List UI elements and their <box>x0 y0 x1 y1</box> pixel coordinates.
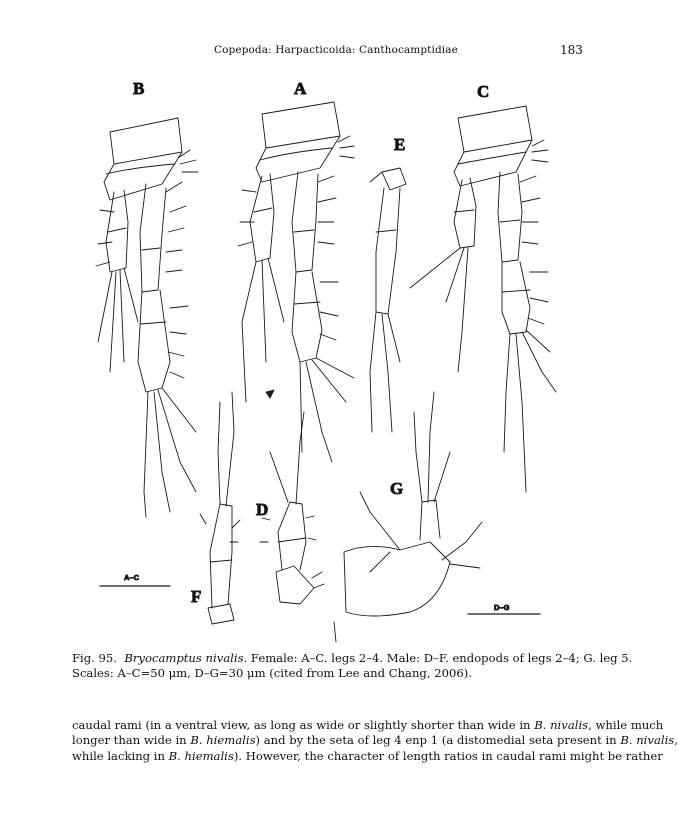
running-title: Copepoda: Harpacticoida: Canthocamptidiae <box>214 44 458 56</box>
panel-label-b: B <box>133 79 145 98</box>
endopod-drawing-f <box>200 392 240 624</box>
body-text-run: longer than wide in <box>72 733 191 748</box>
body-paragraph <box>72 718 678 764</box>
panel-label-e: E <box>394 135 406 154</box>
species-name: B. nivalis <box>534 718 589 732</box>
page-number: 183 <box>560 43 583 57</box>
panel-label-a: A <box>294 79 307 98</box>
panel-label-c: C <box>477 82 490 101</box>
body-line-2 <box>72 733 678 748</box>
body-text-run: , <box>674 733 678 748</box>
caption-female-text: . Female: A–C. legs 2–4. Male: D–F. endopods of legs 2–4; G. leg 5. <box>243 651 633 665</box>
leg-4-drawing-c <box>410 106 556 492</box>
leg-3-drawing-a <box>238 102 354 462</box>
species-name: B. hiemalis <box>190 733 256 748</box>
body-text-run: , while much <box>588 718 664 732</box>
scale-label-ac: A–C <box>124 573 140 582</box>
endopod-drawing-d <box>260 412 324 604</box>
panel-label-f: F <box>191 587 202 606</box>
panel-label-g: G <box>390 479 404 498</box>
panel-label-d: D <box>256 500 269 519</box>
leg-2-drawing-b <box>96 118 198 517</box>
caption-line-1 <box>72 651 633 666</box>
endopod-drawing-e <box>370 168 406 432</box>
species-name: B. hiemalis <box>168 748 234 763</box>
figure-95 <box>70 72 590 632</box>
body-text-run: ) and by the seta of leg 4 enp 1 (a distomedial seta present in <box>255 733 621 748</box>
scale-label-dg: D–G <box>494 603 510 612</box>
body-line-1 <box>72 718 664 733</box>
species-name: B. nivalis <box>620 733 675 748</box>
figure-caption <box>72 651 633 681</box>
body-line-3 <box>72 748 663 764</box>
caption-fig-number: Fig. 95. <box>72 651 117 665</box>
caption-species: Bryocamptus nivalis <box>124 651 244 665</box>
running-head <box>0 44 652 60</box>
body-text-run: ). However, the character of length ratios in caudal rami might be rather <box>233 748 663 763</box>
figure-illustration <box>70 72 590 632</box>
body-text-run: while lacking in <box>72 748 169 763</box>
leg-5-drawing-g <box>334 392 482 642</box>
body-text-run: caudal rami (in a ventral view, as long as wide or slightly shorter than wide in <box>72 718 535 732</box>
caption-line-2: Scales: A–C=50 μm, D–G=30 μm (cited from Lee and Chang, 2006). <box>72 666 472 680</box>
